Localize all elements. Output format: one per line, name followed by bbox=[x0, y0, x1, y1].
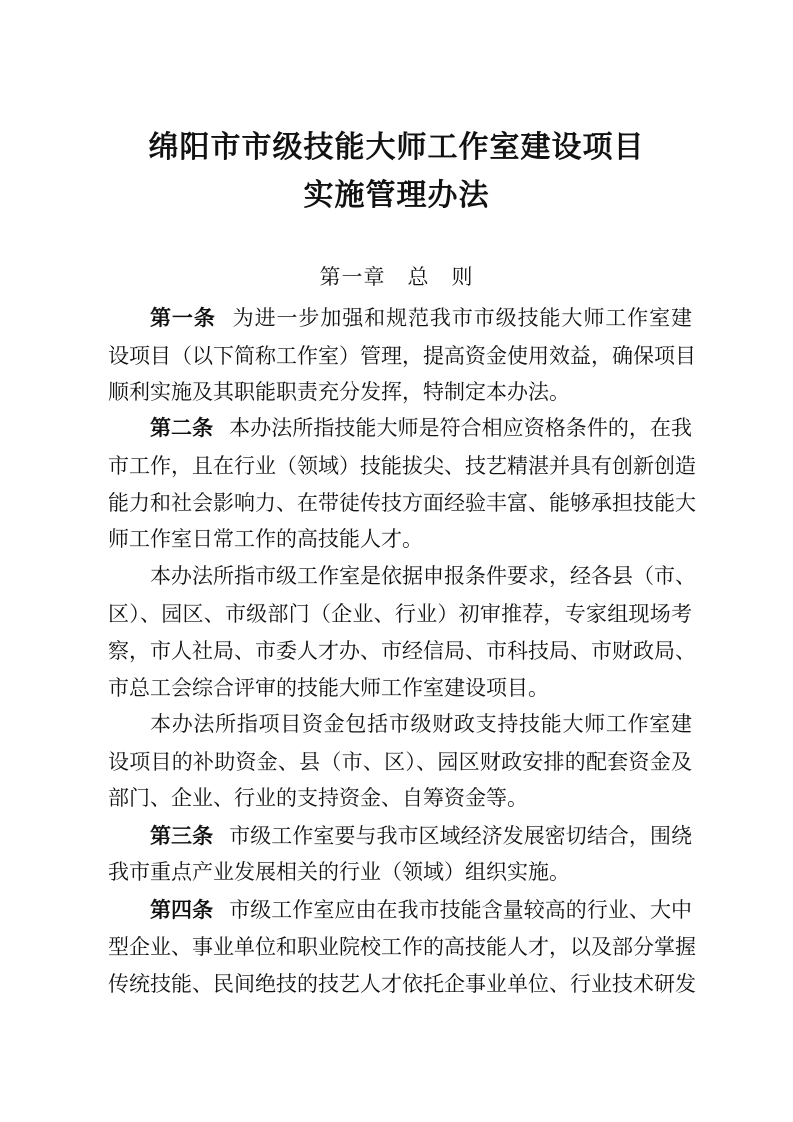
article-2-line3: 能力和社会影响力、在带徒传技方面经验丰富、能够承担技能大 bbox=[108, 491, 696, 515]
article-2-line4: 师工作室日常工作的高技能人才。 bbox=[108, 527, 423, 551]
article-2-line1 bbox=[150, 412, 692, 444]
paragraph-3-line1: 本办法所指项目资金包括市级财政支持技能大师工作室建 bbox=[150, 712, 692, 736]
paragraph-2-line1: 本办法所指市级工作室是依据申报条件要求，经各县（市、 bbox=[150, 564, 696, 588]
article-1-label: 第一条 bbox=[150, 306, 216, 330]
article-4-text-1: 市级工作室应由在我市技能含量较高的行业、大中 bbox=[229, 898, 693, 922]
article-3-label: 第三条 bbox=[150, 824, 214, 848]
article-4-line2: 型企业、事业单位和职业院校工作的高技能人才，以及部分掌握 bbox=[108, 935, 696, 959]
article-1-line2: 设项目（以下简称工作室）管理，提高资金使用效益，确保项目 bbox=[108, 344, 696, 368]
article-1-line3: 顺利实施及其职能职责充分发挥，特制定本办法。 bbox=[108, 380, 570, 404]
article-3-line1 bbox=[150, 820, 692, 852]
article-4-label: 第四条 bbox=[150, 898, 214, 922]
paragraph-2-line3: 察，市人社局、市委人才办、市经信局、市科技局、市财政局、 bbox=[108, 639, 696, 663]
article-3-line2: 我市重点产业发展相关的行业（领域）组织实施。 bbox=[108, 860, 570, 884]
paragraph-2-line4: 市总工会综合评审的技能大师工作室建设项目。 bbox=[108, 676, 549, 700]
paragraph-3-line3: 部门、企业、行业的支持资金、自筹资金等。 bbox=[108, 786, 528, 810]
chapter-heading bbox=[0, 262, 793, 292]
article-1-text-1: 为进一步加强和规范我市市级技能大师工作室建 bbox=[231, 306, 692, 330]
chapter-name: 总 则 bbox=[407, 265, 474, 289]
document-title-line2: 实施管理办法 bbox=[303, 178, 490, 213]
paragraph-3-line2: 设项目的补助资金、县（市、区）、园区财政安排的配套资金及 bbox=[108, 750, 692, 774]
article-4-line1 bbox=[150, 894, 692, 926]
article-1-line1 bbox=[150, 302, 692, 334]
article-3-text-1: 市级工作室要与我市区域经济发展密切结合，围绕 bbox=[229, 824, 693, 848]
article-2-text-1: 本办法所指技能大师是符合相应资格条件的，在我 bbox=[229, 416, 693, 440]
article-4-line3: 传统技能、民间绝技的技艺人才依托企事业单位、行业技术研发 bbox=[108, 972, 696, 996]
document-title-line1: 绵阳市市级技能大师工作室建设项目 bbox=[148, 130, 645, 165]
article-2-line2: 市工作，且在行业（领域）技能拔尖、技艺精湛并具有创新创造 bbox=[108, 454, 696, 478]
paragraph-2-line2: 区）、园区、市级部门（企业、行业）初审推荐，专家组现场考 bbox=[108, 602, 692, 626]
chapter-label: 第一章 bbox=[319, 265, 386, 289]
article-2-label: 第二条 bbox=[150, 416, 214, 440]
